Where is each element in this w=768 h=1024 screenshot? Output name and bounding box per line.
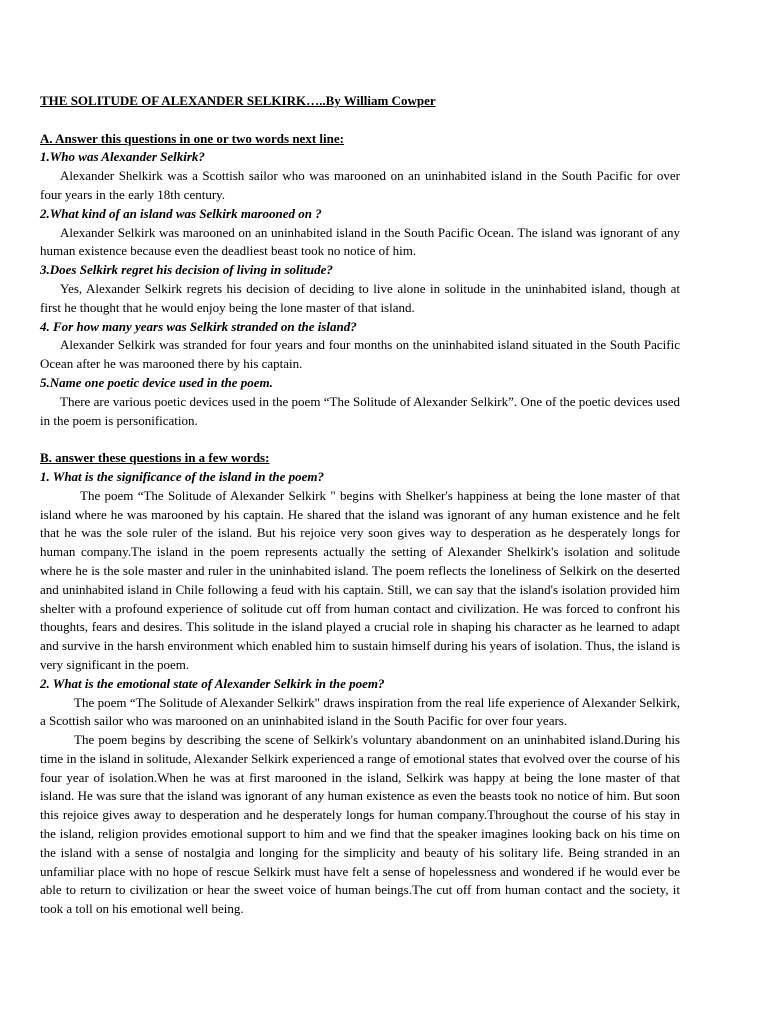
question-a5: 5.Name one poetic device used in the poem.: [40, 374, 273, 390]
answer-a2: Alexander Selkirk was marooned on an uninhabited island in the South Pacific Ocean. The island was ignorant of any human existence because even the deadliest beast took no notice of him.: [40, 224, 680, 259]
document-title: THE SOLITUDE OF ALEXANDER SELKIRK…..By William Cowper: [40, 93, 436, 108]
spacer: [40, 111, 680, 130]
question-a1: 1.Who was Alexander Selkirk?: [40, 149, 205, 165]
section-b-heading: B. answer these questions in a few words:: [40, 450, 270, 466]
answer-a3: Yes, Alexander Selkirk regrets his decision of deciding to live alone in solitude in the uninhabited island, though at first he thought that he would enjoy being the lone master of that island.: [40, 280, 680, 315]
answer-b2-paragraph-1: The poem “The Solitude of Alexander Selkirk" draws inspiration from the real life experience of Alexander Selkirk, a Scottish sailor who was marooned on an uninhabited island in the South Pacific for over four years.: [40, 694, 680, 729]
document-page: [40, 92, 680, 919]
answer-a1: Alexander Shelkirk was a Scottish sailor who was marooned on an uninhabited island in the South Pacific for over four years in the early 18th century.: [40, 168, 680, 202]
question-a3: 3.Does Selkirk regret his decision of living in solitude?: [40, 262, 333, 278]
answer-b1: The poem “The Solitude of Alexander Selkirk " begins with Shelker's happiness at being the lone master of that island where he was marooned by his captain. He shared that the island was ignorant of any human existence and he felt that he was the sole ruler of the island. But his rejoice very soon gives way to desperation as he desperately longs for human company.The island in the poem represents actually the setting of Alexander Shelkirk's isolation and solitude where he is the sole master and ruler in the uninhabited island. The poem reflects the loneliness of Selkirk on the deserted and uninhabited island in Chile following a feud with his captain. Still, we can say that the island's isolation provided him shelter with a profound experience of solitude cut off from human contact and civilization. He was forced to confront his thoughts, fears and desires. This solitude in the island played a crucial role in shaping his character as he learned to adapt and survive in the harsh environment which enabled him to sustain himself during his years of isolation. Thus, the island is very significant in the poem.: [40, 487, 680, 672]
question-b2: 2. What is the emotional state of Alexander Selkirk in the poem?: [40, 675, 385, 691]
answer-b2-paragraph-2: The poem begins by describing the scene of Selkirk's voluntary abandonment on an uninhabited island.During his time in the island in solitude, Alexander Selkirk experienced a range of emotional states that evolved over the course of his four year of isolation.When he was at first marooned in the island, Selkirk was happy at being the lone master of that island. He was sure that the island was ignorant of any human existence as even the beasts took no notice of him. But soon this rejoice gives away to desperation and he desperately longs for human company.Throughout the course of his stay in the island, religion provides emotional support to him and we find that the speaker imagines looking back on his time on the island with a sense of nostalgia and longing for the simplicity and beauty of his solitary life. Being stranded in an unfamiliar place with no hope of rescue Selkirk must have felt a sense of hopelessness and wondered if he would ever be able to return to civilization or hear the sweet voice of human beings.The cut off from human contact and the society, it took a toll on his emotional well being.: [40, 732, 680, 917]
spacer: [40, 430, 680, 449]
answer-a5: There are various poetic devices used in the poem “The Solitude of Alexander Selkirk”. One of the poetic devices used in the poem is personification.: [40, 393, 680, 428]
question-b1: 1. What is the significance of the island in the poem?: [40, 468, 324, 484]
question-a4: 4. For how many years was Selkirk stranded on the island?: [40, 318, 357, 334]
answer-a4: Alexander Selkirk was stranded for four years and four months on the uninhabited island situated in the South Pacific Ocean after he was marooned there by his captain.: [40, 337, 680, 372]
question-a2: 2.What kind of an island was Selkirk marooned on ?: [40, 205, 322, 221]
section-a-heading: A. Answer this questions in one or two words next line:: [40, 130, 344, 146]
